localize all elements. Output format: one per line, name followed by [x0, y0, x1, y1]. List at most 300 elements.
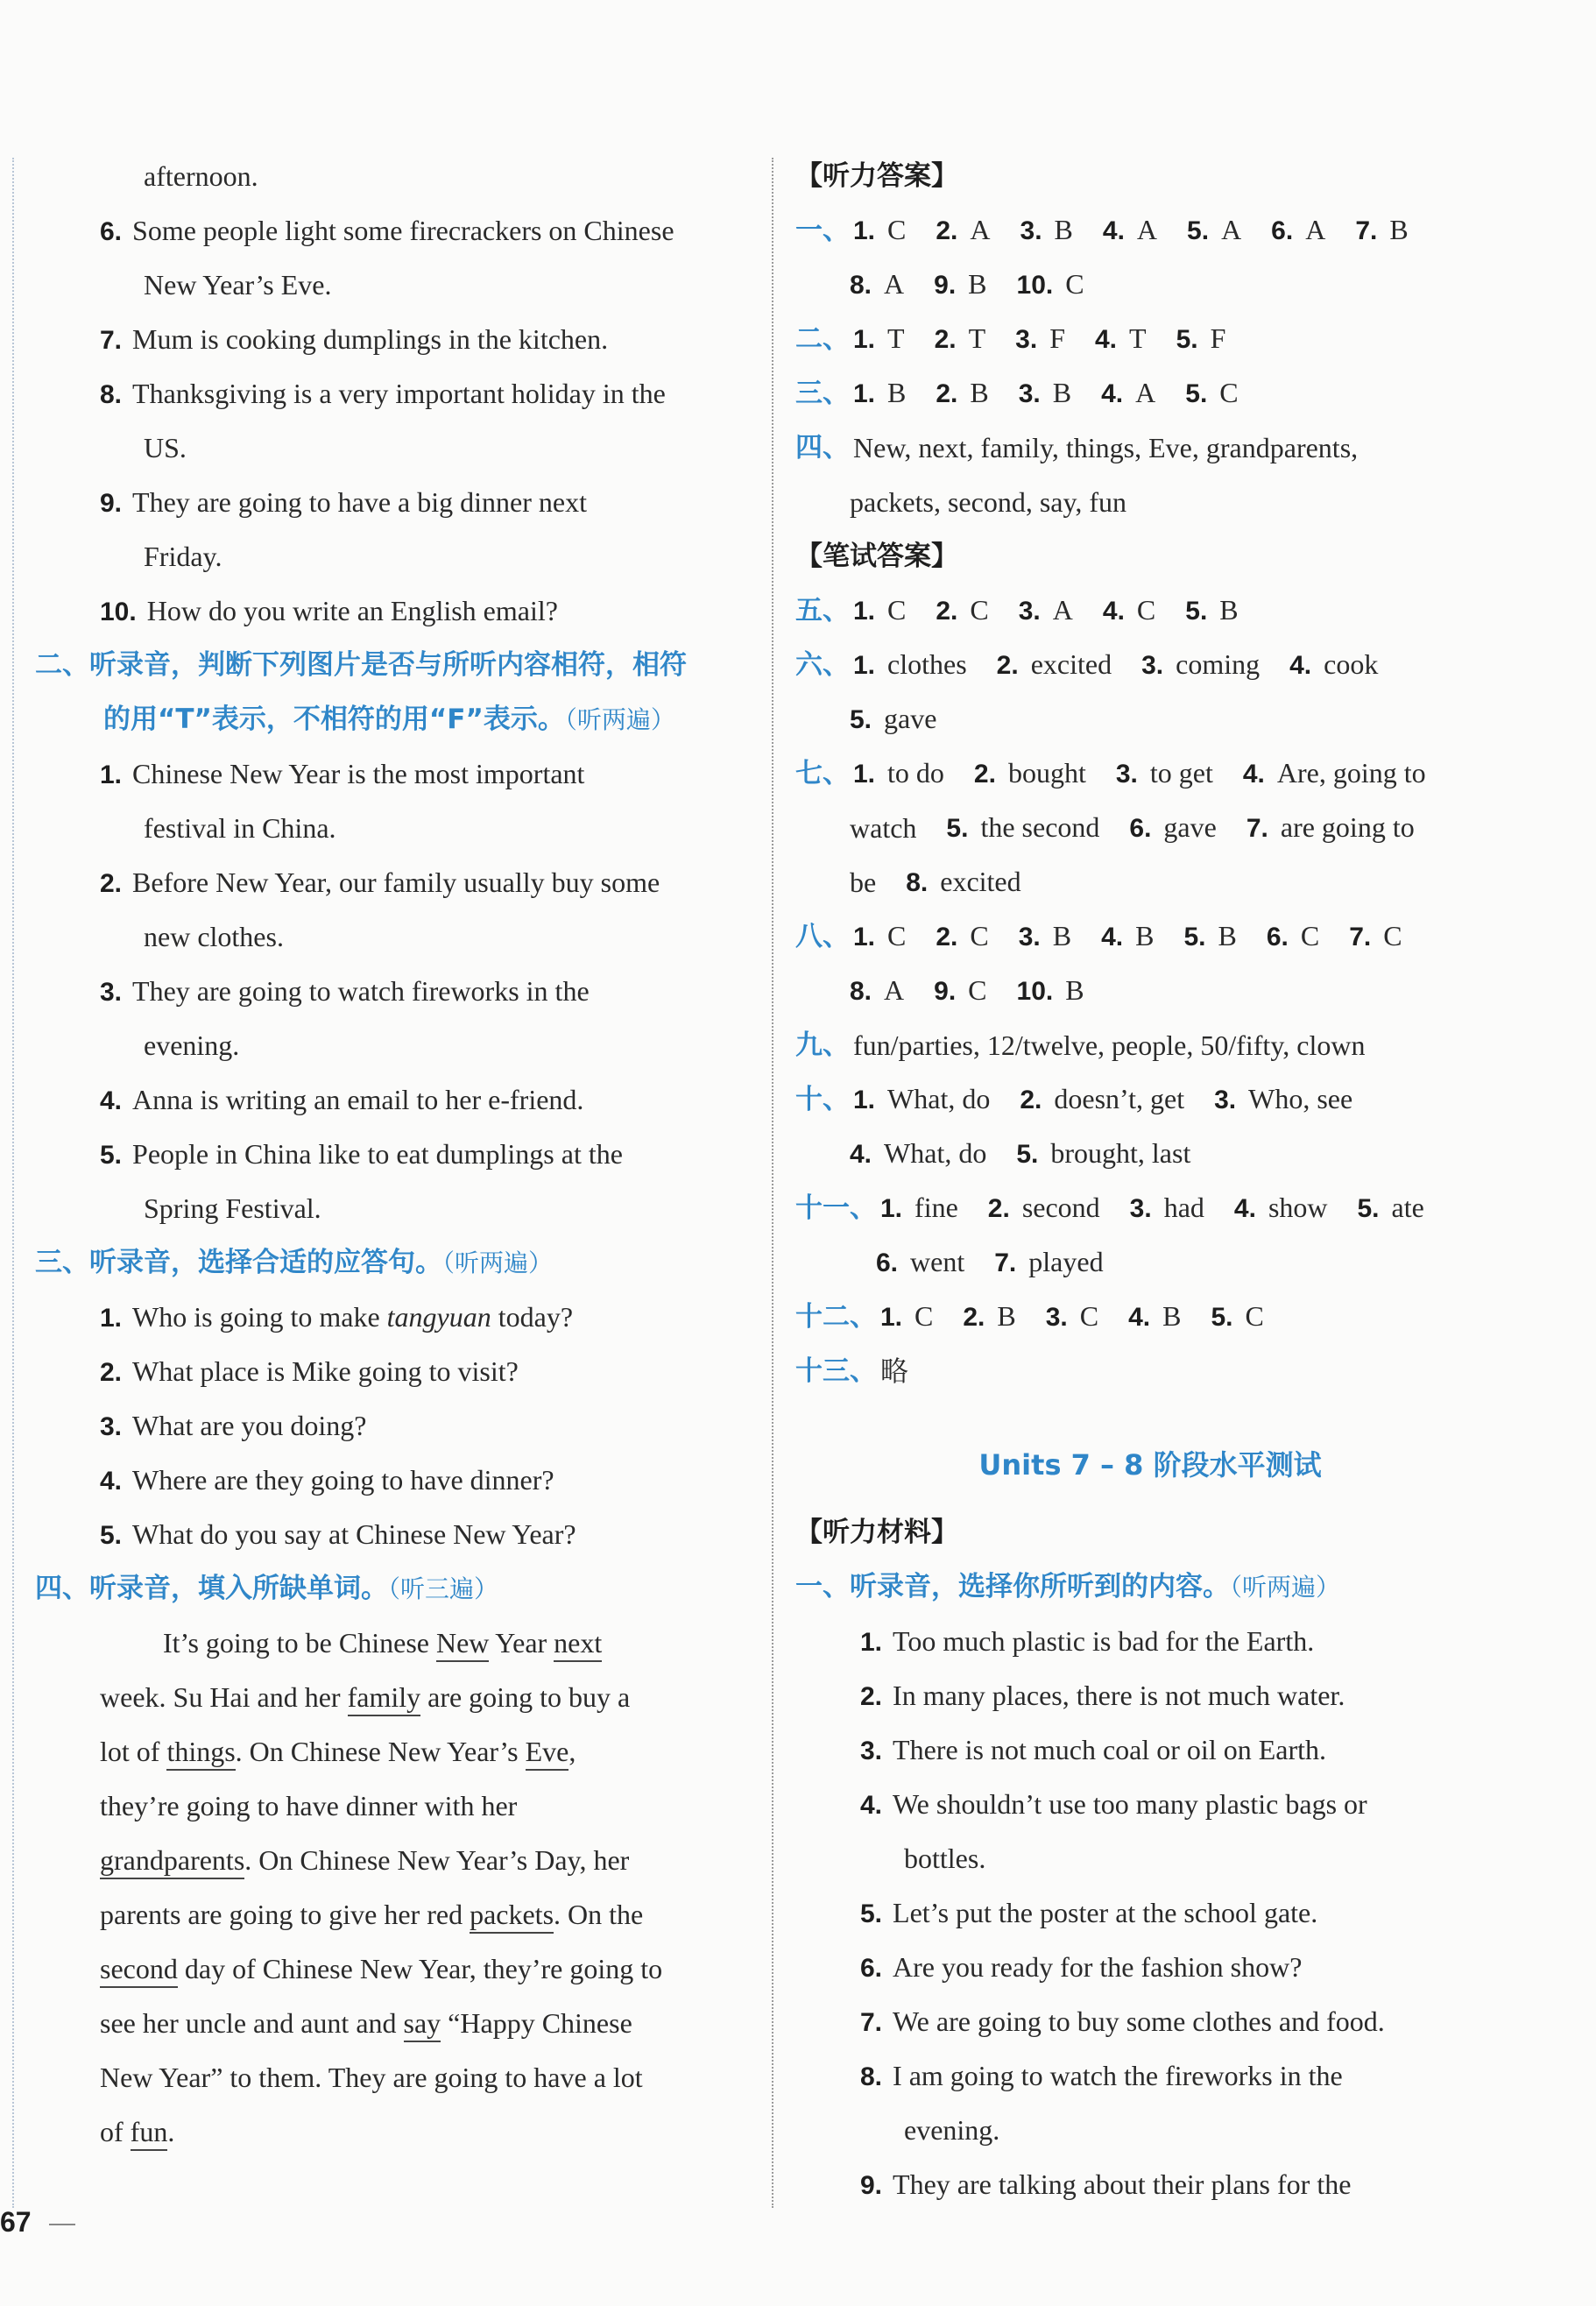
answer-number: 3. [1018, 923, 1041, 951]
section-3-items [35, 1344, 753, 1561]
section-3-item [35, 1344, 753, 1398]
answer-row-cont: packets, second, say, fun [850, 486, 1127, 518]
answer-value: B [1218, 920, 1237, 951]
answer-item [1017, 257, 1084, 313]
answer-row-r11b [795, 1235, 1505, 1290]
item-number: 1. [860, 1628, 883, 1657]
answer-number: 5. [1185, 597, 1208, 626]
answer-item [1211, 1289, 1264, 1345]
material-item [795, 1722, 1505, 1777]
answer-number: 1. [853, 216, 876, 245]
answer-item [1129, 800, 1216, 856]
text-line [35, 258, 753, 312]
answer-value: C [1383, 920, 1402, 951]
answer-item [853, 365, 906, 421]
section-2-title: 二、听录音，判断下列图片是否与所听内容相符，相符 [35, 649, 687, 681]
item-number: 3. [860, 1737, 883, 1765]
answer-number: 6. [876, 1248, 899, 1277]
item-text: I am going to watch the fireworks in the [893, 2060, 1343, 2091]
answer-number: 10. [1016, 271, 1054, 300]
answer-number: 5. [1211, 1303, 1233, 1332]
material-items [795, 1614, 1505, 2211]
answer-value: A [1221, 214, 1242, 245]
item-number: 4. [860, 1791, 883, 1820]
answer-value: brought, last [1050, 1137, 1191, 1169]
answer-item [1214, 1072, 1352, 1128]
answer-value: had [1163, 1192, 1204, 1223]
item-text: Too much plastic is bad for the Earth. [893, 1625, 1315, 1657]
answer-value: C [915, 1300, 934, 1332]
answer-value: excited [940, 866, 1021, 897]
answer-item [1184, 909, 1237, 965]
material-item [795, 2048, 1505, 2103]
answer-value: fine [915, 1192, 958, 1223]
answer-row-r6b [795, 692, 1505, 746]
answer-section-label: 二、 [795, 323, 850, 355]
answer-number: 2. [936, 923, 958, 951]
item-text: In many places, there is not much water. [893, 1680, 1345, 1711]
passage-line-5: grandparents. On Chinese New Year’s Day, her [100, 1833, 766, 1887]
answer-item [1349, 909, 1402, 965]
answer-value: B [1054, 214, 1073, 245]
answer-row-r5 [795, 584, 1505, 638]
answer-item [1141, 637, 1260, 693]
answer-number: 3. [1214, 1086, 1237, 1114]
answer-number: 1. [880, 1303, 903, 1332]
answer-item [963, 1289, 1015, 1345]
unit-title: Units 7 – 8 阶段水平测试 [978, 1448, 1322, 1482]
item-text: Anna is writing an email to her e-friend. [132, 1084, 584, 1115]
answer-value: C [1300, 920, 1320, 951]
section-2-item-cont: evening. [144, 1029, 240, 1061]
answer-number: 1. [853, 923, 876, 951]
item-number: 5. [100, 1521, 123, 1550]
item-text: Are you ready for the fashion show? [893, 1951, 1303, 1983]
answer-number: 4. [1242, 760, 1265, 789]
answer-value: F [1049, 322, 1065, 354]
section-2-item-cont: Spring Festival. [144, 1192, 321, 1224]
text-line [35, 149, 753, 203]
answer-item [850, 257, 904, 313]
written-answers [795, 584, 1505, 1398]
answer-number: 5. [1016, 1140, 1039, 1169]
text-line [35, 366, 753, 421]
answer-value: B [1389, 214, 1409, 245]
answer-row-r11 [795, 1181, 1505, 1235]
answer-row-r1b [795, 258, 1505, 312]
text-line [35, 584, 753, 638]
section-2-item [35, 855, 753, 909]
section-3-title: 三、听录音，选择合适的应答句。（听两遍） [35, 1247, 554, 1278]
material-item [795, 1940, 1505, 1994]
line-text: Some people light some firecrackers on Chinese [132, 215, 674, 246]
material-section-1-title: 一、听录音，选择你所听到的内容。（听两遍） [795, 1571, 1341, 1602]
item-number: 8. [860, 2062, 883, 2091]
answer-number: 1. [853, 1086, 876, 1114]
section-2-item [35, 1127, 753, 1181]
item-text: We shouldn’t use too many plastic bags or [893, 1788, 1367, 1820]
answer-item [1019, 909, 1071, 965]
answer-item [1130, 1180, 1204, 1236]
item-number: 4. [100, 1467, 123, 1496]
line-text: New Year’s Eve. [144, 269, 332, 301]
item-number: 10. [100, 598, 137, 626]
item-number: 7. [100, 326, 123, 355]
line-text: Friday. [144, 541, 222, 572]
answer-number: 5. [1357, 1194, 1380, 1223]
material-item [795, 2157, 1505, 2211]
item-text: They are talking about their plans for the [893, 2168, 1352, 2200]
answer-item [850, 691, 936, 747]
answer-number: 3. [1015, 325, 1038, 354]
answer-value: B [1065, 974, 1084, 1006]
answer-item [936, 365, 988, 421]
answer-section-label: 十二、 [795, 1301, 877, 1333]
answer-number: 3. [1141, 651, 1164, 680]
listening-material-continued [35, 149, 753, 638]
answer-row-r1 [795, 203, 1505, 258]
answer-value: clothes [887, 648, 967, 680]
answer-item [1289, 637, 1378, 693]
answer-row-r7b [795, 801, 1505, 855]
answer-item [1020, 202, 1073, 258]
answer-row-r13 [795, 1344, 1505, 1398]
answer-value: F [1210, 322, 1226, 354]
binding-edge-line [12, 158, 14, 2208]
line-text: How do you write an English email? [146, 595, 558, 626]
answer-item [880, 1180, 958, 1236]
answer-value: C [1065, 268, 1084, 300]
text-line [35, 421, 753, 475]
answer-value: are going to [1280, 811, 1415, 843]
answer-item [1355, 202, 1408, 258]
answer-item [1103, 583, 1155, 639]
item-number: 8. [100, 380, 123, 409]
section-2-item-cont: festival in China. [144, 812, 336, 844]
answer-number: 6. [1271, 216, 1294, 245]
answer-value: C [1219, 377, 1239, 408]
answer-item [1185, 583, 1238, 639]
section-3-item [35, 1453, 753, 1507]
answer-item [1015, 311, 1065, 367]
answer-item [1128, 1289, 1181, 1345]
passage-line-2: week. Su Hai and her family are going to buy a [100, 1670, 766, 1724]
listening-material-heading: 【听力材料】 [795, 1517, 958, 1548]
line-text: Mum is cooking dumplings in the kitchen. [132, 323, 609, 355]
answer-value: A [1052, 594, 1073, 626]
answer-row-r10 [795, 1072, 1505, 1127]
answer-item [1095, 311, 1147, 367]
answer-number: 1. [853, 651, 876, 680]
answer-value: A [884, 268, 905, 300]
answer-number: 5. [1187, 216, 1210, 245]
line-text: They are going to have a big dinner next [132, 486, 587, 518]
answer-value: B [1052, 920, 1072, 951]
answer-row-r7 [795, 746, 1505, 801]
answer-value: the second [980, 811, 1100, 843]
item-number: 9. [860, 2171, 883, 2200]
item-number: 1. [100, 760, 123, 789]
answer-item [934, 257, 986, 313]
answer-number: 10. [1016, 977, 1054, 1006]
passage-line-10: of fun. [100, 2104, 766, 2159]
answer-value: Who, see [1248, 1083, 1353, 1114]
answer-value: B [1162, 1300, 1182, 1332]
answer-value: Are, going to [1276, 757, 1426, 789]
answer-cont: be [850, 867, 877, 898]
answer-item [997, 637, 1112, 693]
answer-value: A [884, 974, 905, 1006]
item-number: 2. [100, 1358, 123, 1387]
material-item [795, 1885, 1505, 1940]
answer-item [936, 583, 988, 639]
item-text: What are you doing? [132, 1410, 367, 1441]
answer-item [994, 1234, 1103, 1291]
answer-number: 4. [1094, 325, 1118, 354]
answer-number: 3. [1129, 1194, 1152, 1223]
item-number: 4. [100, 1086, 123, 1115]
answer-row-r10b [795, 1127, 1505, 1181]
answer-value: C [970, 594, 989, 626]
answer-item [1020, 1072, 1184, 1128]
answer-number: 6. [1266, 923, 1289, 951]
answer-section-label: 十三、 [795, 1355, 877, 1387]
item-text: They are going to watch fireworks in the [132, 975, 590, 1007]
text-line [35, 475, 753, 529]
answer-number: 4. [1128, 1303, 1151, 1332]
answer-section-label: 十一、 [795, 1192, 877, 1224]
answer-item [853, 583, 906, 639]
section-3-item [35, 1507, 753, 1561]
answer-number: 1. [880, 1194, 903, 1223]
material-item [795, 1668, 1505, 1722]
answer-item [1016, 1126, 1190, 1182]
answer-value: played [1028, 1246, 1104, 1277]
answer-value: second [1021, 1192, 1100, 1223]
item-number: 5. [860, 1899, 883, 1928]
item-number: 5. [100, 1141, 123, 1170]
answer-value: C [887, 594, 907, 626]
answer-number: 3. [1045, 1303, 1068, 1332]
answer-number: 5. [850, 705, 872, 734]
answer-row-r6 [795, 638, 1505, 692]
line-text: afternoon. [144, 160, 258, 192]
answer-number: 4. [1102, 597, 1125, 626]
line-text: US. [144, 432, 187, 463]
answer-item [1267, 909, 1319, 965]
answer-value: gave [884, 703, 937, 734]
item-text: Where are they going to have dinner? [132, 1464, 554, 1496]
answer-value: T [1129, 322, 1147, 354]
answer-number: 7. [994, 1248, 1017, 1277]
answer-cont: watch [850, 812, 917, 844]
answer-number: 4. [1101, 923, 1124, 951]
answer-item [1358, 1180, 1424, 1236]
answer-section-label: 十、 [795, 1084, 850, 1115]
answer-value: B [970, 377, 989, 408]
answer-row-r2 [795, 312, 1505, 366]
item-number: 3. [100, 978, 123, 1007]
answer-number: 5. [1185, 379, 1208, 408]
answer-number: 5. [1176, 325, 1198, 354]
item-number: 3. [100, 1412, 123, 1441]
answer-item [1187, 202, 1241, 258]
right-column [795, 149, 1505, 2211]
material-item-cont: evening. [904, 2114, 1000, 2146]
answer-text: fun/parties, 12/twelve, people, 50/fifty, clown [853, 1029, 1366, 1061]
answer-value: excited [1030, 648, 1112, 680]
answer-text: New, next, family, things, Eve, grandparents, [853, 432, 1359, 463]
answer-item [853, 202, 906, 258]
item-text: Let’s put the poster at the school gate. [893, 1897, 1318, 1928]
answer-number: 4. [850, 1140, 872, 1169]
answer-value: C [1136, 594, 1156, 626]
answer-item [853, 1072, 990, 1128]
passage-line-9: New Year” to them. They are going to have a lot [100, 2062, 643, 2093]
answer-value: C [1079, 1300, 1099, 1332]
answer-number: 8. [906, 868, 929, 897]
answer-item [853, 637, 967, 693]
passage-line-3: lot of things. On Chinese New Year’s Eve, [100, 1724, 766, 1779]
answer-value: B [1052, 377, 1072, 408]
answer-item [1101, 365, 1155, 421]
answer-value: to do [887, 757, 944, 789]
answer-value: T [887, 322, 905, 354]
answer-number: 7. [1349, 923, 1372, 951]
answer-row-r12 [795, 1290, 1505, 1344]
listening-answers-heading: 【听力答案】 [795, 160, 958, 192]
answer-value: doesn’t, get [1054, 1083, 1185, 1114]
answer-number: 2. [936, 216, 958, 245]
answer-section-label: 六、 [795, 649, 850, 681]
answer-number: 7. [1355, 216, 1378, 245]
material-item-cont: bottles. [904, 1843, 986, 1874]
left-column [35, 149, 753, 2159]
passage-line-4: they’re going to have dinner with her [100, 1790, 518, 1821]
answer-value: C [887, 214, 907, 245]
passage-line-1: It’s going to be Chinese New Year next [100, 1616, 766, 1670]
answer-number: 2. [973, 760, 996, 789]
answer-value: B [1219, 594, 1239, 626]
column-divider [772, 158, 773, 2208]
answer-value: C [887, 920, 907, 951]
written-answers-heading: 【笔试答案】 [795, 541, 958, 572]
answer-item [1019, 583, 1073, 639]
listening-answers [795, 203, 1505, 529]
answer-number: 4. [1233, 1194, 1256, 1223]
answer-section-label: 九、 [795, 1029, 850, 1061]
section-2-items [35, 746, 753, 1235]
answer-text: 略 [880, 1355, 909, 1387]
answer-item [880, 1289, 933, 1345]
answer-section-label: 八、 [795, 921, 850, 952]
answer-row-r8b [795, 964, 1505, 1018]
answer-number: 4. [1289, 651, 1312, 680]
answer-row-r8 [795, 909, 1505, 964]
answer-item [1185, 365, 1238, 421]
answer-item [946, 800, 1099, 856]
answer-value: A [1136, 214, 1158, 245]
text-line [35, 203, 753, 258]
answer-value: B [1135, 920, 1155, 951]
answer-number: 1. [853, 760, 876, 789]
item-text: There is not much coal or oil on Earth. [893, 1734, 1326, 1765]
answer-number: 2. [934, 325, 957, 354]
answer-number: 1. [853, 597, 876, 626]
answer-value: went [910, 1246, 965, 1277]
answer-item [936, 202, 990, 258]
item-number: 6. [860, 1954, 883, 1983]
answer-section-label: 五、 [795, 595, 850, 626]
answer-value: B [997, 1300, 1016, 1332]
answer-item [1103, 202, 1157, 258]
answer-item [935, 311, 986, 367]
answer-value: show [1268, 1192, 1328, 1223]
passage-line-8: see her uncle and aunt and say “Happy Chinese [100, 1996, 766, 2050]
answer-item [1271, 202, 1325, 258]
answer-value: C [1245, 1300, 1264, 1332]
section-2-item [35, 964, 753, 1018]
answer-row-r3 [795, 366, 1505, 421]
answer-value: A [1305, 214, 1326, 245]
passage-line-7: second day of Chinese New Year, they’re going to [100, 1942, 766, 1996]
item-text: What place is Mike going to visit? [132, 1355, 519, 1387]
line-text: Thanksgiving is a very important holiday in the [132, 378, 666, 409]
answer-item [936, 909, 988, 965]
answer-item [876, 1234, 964, 1291]
item-text: Before New Year, our family usually buy some [132, 867, 660, 898]
answer-item [1116, 746, 1213, 802]
answer-item [1234, 1180, 1328, 1236]
section-3-item-1: 1. Who is going to make tangyuan today? [100, 1301, 574, 1333]
text-line [35, 529, 753, 584]
answer-value: T [968, 322, 986, 354]
item-text: We are going to buy some clothes and food. [893, 2005, 1385, 2037]
item-number: 6. [100, 217, 123, 246]
item-text: People in China like to eat dumplings at the [132, 1138, 623, 1170]
answer-number: 7. [1246, 814, 1268, 843]
answer-number: 3. [1018, 379, 1041, 408]
answer-value: coming [1176, 648, 1261, 680]
answer-number: 2. [936, 597, 958, 626]
answer-value: gave [1163, 811, 1217, 843]
answer-number: 1. [853, 325, 876, 354]
section-3-item [35, 1398, 753, 1453]
section-4-passage [35, 1616, 766, 2159]
answer-number: 4. [1102, 216, 1125, 245]
text-line [35, 312, 753, 366]
answer-item [1017, 963, 1084, 1019]
item-text: What do you say at Chinese New Year? [132, 1518, 576, 1550]
answer-value: B [887, 377, 907, 408]
material-item [795, 1994, 1505, 2048]
page-number-dash [49, 2224, 75, 2225]
item-number: 2. [100, 869, 123, 898]
answer-section-label: 一、 [795, 215, 850, 246]
answer-number: 8. [850, 977, 872, 1006]
answer-value: What, do [884, 1137, 987, 1169]
answer-item [988, 1180, 1100, 1236]
answer-section-label: 三、 [795, 378, 850, 409]
answer-item [1246, 800, 1415, 856]
section-2-item [35, 1072, 753, 1127]
section-4-title: 四、听录音，填入所缺单词。（听三遍） [35, 1573, 499, 1604]
item-text: Chinese New Year is the most important [132, 758, 585, 789]
answer-value: bought [1007, 757, 1086, 789]
answer-item [1019, 365, 1071, 421]
answer-value: C [968, 974, 987, 1006]
answer-number: 2. [963, 1303, 985, 1332]
